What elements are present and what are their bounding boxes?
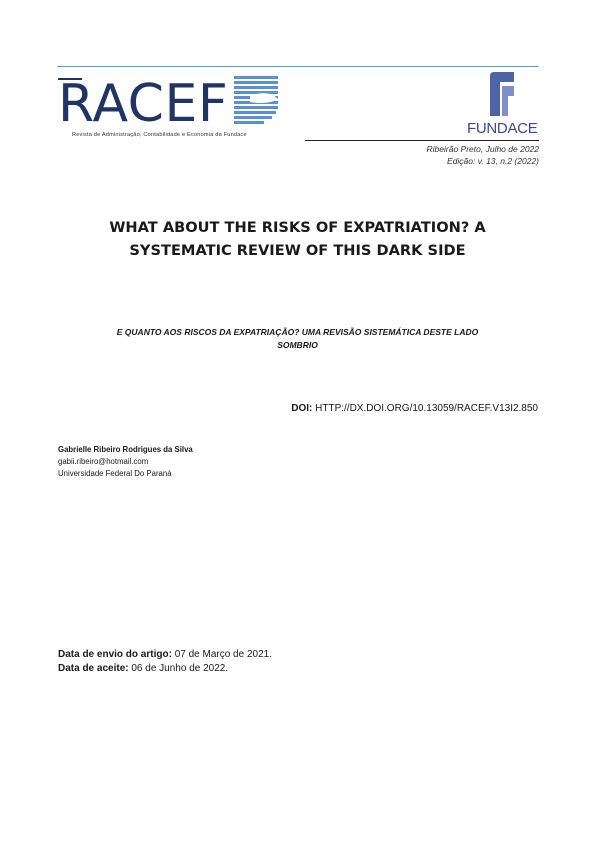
article-title-line-1: WHAT ABOUT THE RISKS OF EXPATRIATION? A (109, 219, 486, 236)
author-name: Gabrielle Ribeiro Rodrigues da Silva (58, 445, 193, 454)
date-accepted-label: Data de aceite: (58, 663, 129, 674)
article-subtitle-line-1: E QUANTO AOS RISCOS DA EXPATRIAÇÃO? UMA REVISÃO SISTEMÁTICA DESTE LADO (116, 327, 479, 337)
date-accepted (58, 662, 228, 676)
fundace-logo (462, 70, 540, 138)
racef-logo (58, 72, 282, 144)
racef-logo-graphic (232, 75, 280, 125)
racef-logo-text: RACEF (58, 74, 229, 134)
article-title-line-2: SYSTEMATIC REVIEW OF THIS DARK SIDE (129, 242, 466, 259)
author-email[interactable]: gabii.ribeiro@hotmail.com (58, 457, 149, 466)
date-accepted-value: 06 de Junho de 2022. (131, 663, 229, 674)
header-top-rule (57, 66, 539, 67)
doi-link[interactable]: HTTP://DX.DOI.ORG/10.13059/RACEF.V13I2.850 (315, 403, 538, 414)
article-title (60, 216, 535, 262)
author-affiliation: Universidade Federal Do Paraná (58, 469, 172, 478)
article-subtitle-line-2: SOMBRIO (277, 340, 318, 350)
doi-label: DOI: (291, 403, 313, 414)
fundace-logo-text: FUNDACE (467, 120, 538, 137)
racef-logo-subtitle: Revista de Administração, Contabilidade e Economia da Fundace (72, 132, 247, 138)
edition-info: Edição: v. 13, n.2 (2022) (447, 156, 539, 166)
doi-line (291, 403, 538, 414)
article-subtitle (70, 326, 525, 352)
date-submitted-label: Data de envio do artigo: (58, 649, 172, 660)
date-submitted-value: 07 de Março de 2021. (174, 649, 272, 660)
header-meta-rule (305, 140, 539, 141)
date-submitted (58, 648, 272, 662)
fundace-logo-mark (484, 70, 518, 118)
location-date: Ribeirão Preto, Julho de 2022 (426, 144, 539, 154)
